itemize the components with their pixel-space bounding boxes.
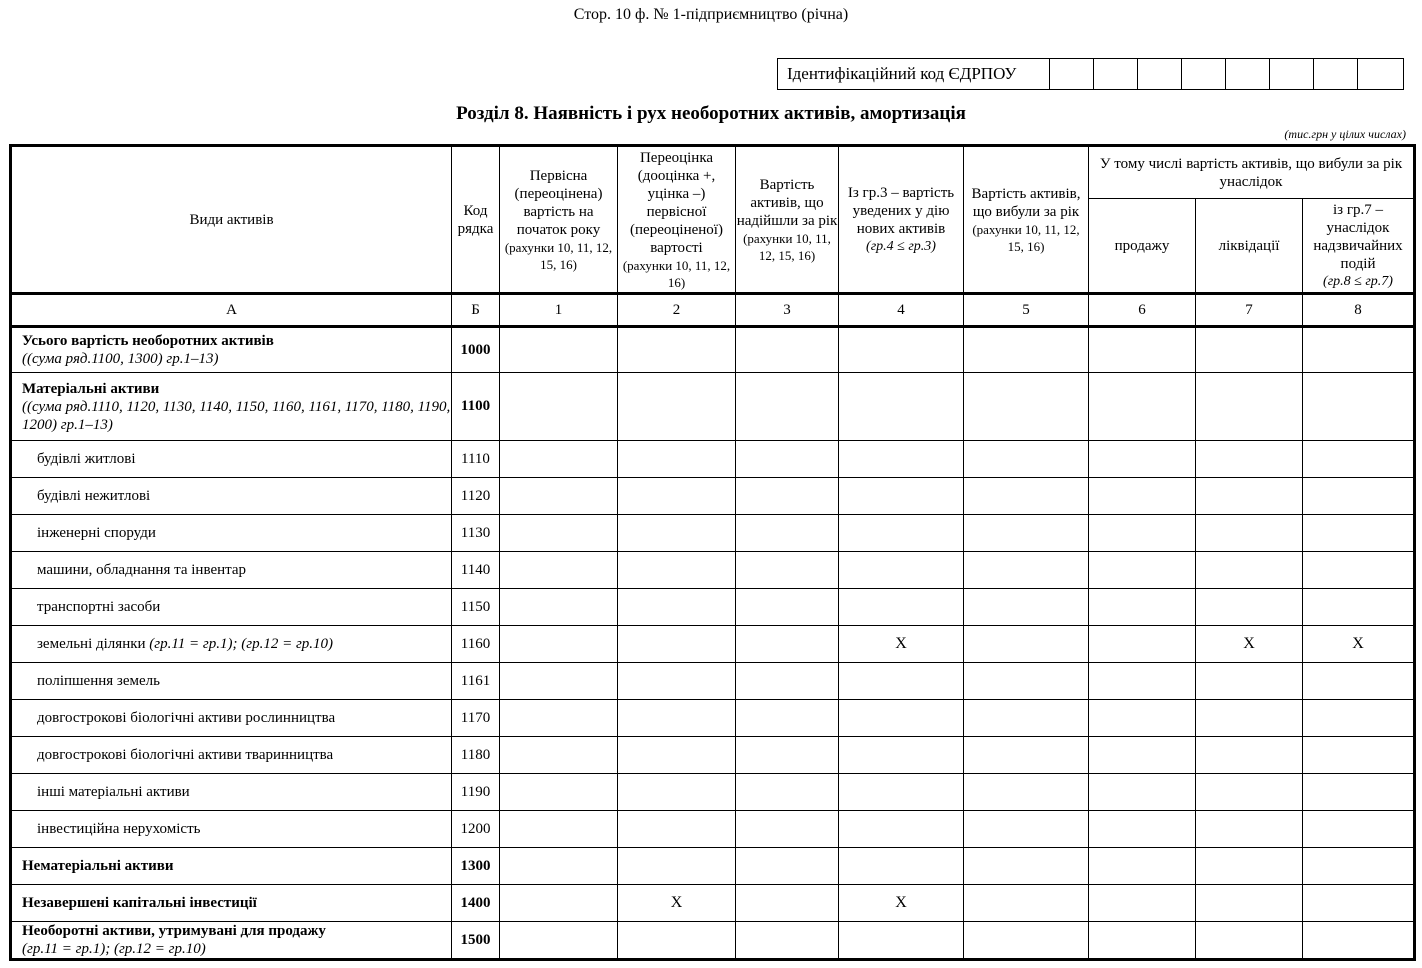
value-cell[interactable] <box>1196 327 1303 373</box>
value-cell[interactable] <box>618 373 736 441</box>
row-label: інші матеріальні активи <box>37 784 190 800</box>
not-applicable-cell: X <box>1303 626 1415 663</box>
column-letter: Б <box>452 294 500 327</box>
row-code: 1170 <box>452 700 500 737</box>
value-cell[interactable] <box>964 327 1089 373</box>
row-code: 1100 <box>452 373 500 441</box>
row-label: Матеріальні активи <box>22 380 160 397</box>
value-cell[interactable] <box>736 922 839 960</box>
table-row <box>11 373 1415 441</box>
value-cell[interactable] <box>500 663 618 700</box>
row-label: інвестиційна нерухомість <box>37 821 201 837</box>
not-applicable-cell: X <box>839 885 964 922</box>
row-name <box>11 737 452 774</box>
table-row <box>11 515 1415 552</box>
value-cell[interactable] <box>1303 922 1415 960</box>
row-label: Необоротні активи, утримувані для продажу <box>22 923 326 939</box>
value-cell[interactable] <box>964 478 1089 515</box>
value-cell[interactable] <box>1196 737 1303 774</box>
value-cell[interactable] <box>1303 373 1415 441</box>
table-row <box>11 663 1415 700</box>
table-row <box>11 885 1415 922</box>
units-note: (тис.грн у цілих числах) <box>1284 127 1406 141</box>
table-row <box>11 626 1415 663</box>
edrpou-digit[interactable] <box>1358 59 1403 89</box>
row-name <box>11 774 452 811</box>
row-note: ((сума ряд.1100, 1300) гр.1–13) <box>22 351 219 367</box>
row-code: 1140 <box>452 552 500 589</box>
value-cell[interactable] <box>618 478 736 515</box>
value-cell[interactable] <box>736 774 839 811</box>
value-cell[interactable] <box>839 922 964 960</box>
row-code: 1130 <box>452 515 500 552</box>
row-label: інженерні споруди <box>37 525 156 541</box>
value-cell[interactable] <box>618 811 736 848</box>
value-cell[interactable] <box>500 327 618 373</box>
row-code: 1400 <box>452 885 500 922</box>
value-cell[interactable] <box>1303 327 1415 373</box>
column-letter: А <box>11 294 452 327</box>
value-cell[interactable] <box>618 552 736 589</box>
header-row-code: Код рядка <box>452 146 500 294</box>
value-cell[interactable] <box>964 441 1089 478</box>
assets-table <box>9 144 1416 961</box>
column-letter: 4 <box>839 294 964 327</box>
value-cell[interactable] <box>1089 737 1196 774</box>
value-cell[interactable] <box>618 589 736 626</box>
row-label: машини, обладнання та інвентар <box>37 562 247 578</box>
column-letter: 6 <box>1089 294 1196 327</box>
row-code: 1161 <box>452 663 500 700</box>
not-applicable-cell: X <box>618 885 736 922</box>
value-cell[interactable] <box>500 441 618 478</box>
not-applicable-cell: X <box>1196 626 1303 663</box>
value-cell[interactable] <box>500 515 618 552</box>
value-cell[interactable] <box>736 848 839 885</box>
value-cell[interactable] <box>1089 552 1196 589</box>
value-cell[interactable] <box>1196 922 1303 960</box>
column-letter: 2 <box>618 294 736 327</box>
value-cell[interactable] <box>736 515 839 552</box>
value-cell[interactable] <box>1196 552 1303 589</box>
value-cell[interactable] <box>1303 663 1415 700</box>
row-code: 1110 <box>452 441 500 478</box>
value-cell[interactable] <box>839 552 964 589</box>
value-cell[interactable] <box>1196 700 1303 737</box>
value-cell[interactable] <box>1089 848 1196 885</box>
row-name <box>11 589 452 626</box>
value-cell[interactable] <box>500 885 618 922</box>
value-cell[interactable] <box>736 885 839 922</box>
value-cell[interactable] <box>1089 478 1196 515</box>
value-cell[interactable] <box>964 737 1089 774</box>
row-note: (гр.11 = гр.1); (гр.12 = гр.10) <box>149 636 334 652</box>
value-cell[interactable] <box>736 478 839 515</box>
column-letters-row <box>11 294 1415 327</box>
value-cell[interactable] <box>736 737 839 774</box>
table-row <box>11 441 1415 478</box>
value-cell[interactable] <box>839 774 964 811</box>
value-cell[interactable] <box>1089 885 1196 922</box>
value-cell[interactable] <box>964 774 1089 811</box>
table-row <box>11 700 1415 737</box>
value-cell[interactable] <box>839 811 964 848</box>
value-cell[interactable] <box>1196 848 1303 885</box>
row-name <box>11 441 452 478</box>
row-note: (гр.11 = гр.1); (гр.12 = гр.10) <box>22 941 206 957</box>
value-cell[interactable] <box>839 663 964 700</box>
value-cell[interactable] <box>1089 626 1196 663</box>
value-cell[interactable] <box>964 626 1089 663</box>
value-cell[interactable] <box>1089 663 1196 700</box>
value-cell[interactable] <box>839 327 964 373</box>
value-cell[interactable] <box>1303 478 1415 515</box>
value-cell[interactable] <box>1303 552 1415 589</box>
header-group-6-8: У тому числі вартість активів, що вибули за рік унаслідок <box>1089 146 1415 199</box>
row-name <box>11 848 452 885</box>
column-letter: 8 <box>1303 294 1415 327</box>
column-letter: 3 <box>736 294 839 327</box>
value-cell[interactable] <box>964 589 1089 626</box>
value-cell[interactable] <box>964 885 1089 922</box>
header-col-4: Із гр.3 – вартість уведених у дію нових активів (гр.4 ≤ гр.3) <box>839 146 964 294</box>
value-cell[interactable] <box>500 373 618 441</box>
value-cell[interactable] <box>1196 478 1303 515</box>
header-col-8: із гр.7 – унаслідок надзвичайних подій (гр.8 ≤ гр.7) <box>1303 199 1415 294</box>
table-row <box>11 478 1415 515</box>
value-cell[interactable] <box>618 737 736 774</box>
value-cell[interactable] <box>1303 811 1415 848</box>
value-cell[interactable] <box>964 848 1089 885</box>
value-cell[interactable] <box>1196 589 1303 626</box>
row-code: 1200 <box>452 811 500 848</box>
value-cell[interactable] <box>1196 885 1303 922</box>
header-asset-types: Види активів <box>11 146 452 294</box>
section-title: Розділ 8. Наявність і рух необоротних активів, амортизація <box>456 103 966 124</box>
value-cell[interactable] <box>964 922 1089 960</box>
table-row <box>11 327 1415 373</box>
value-cell[interactable] <box>736 441 839 478</box>
value-cell[interactable] <box>964 700 1089 737</box>
row-name <box>11 700 452 737</box>
column-letter: 5 <box>964 294 1089 327</box>
value-cell[interactable] <box>736 811 839 848</box>
edrpou-digit[interactable] <box>1094 59 1138 89</box>
value-cell[interactable] <box>618 626 736 663</box>
row-code: 1180 <box>452 737 500 774</box>
value-cell[interactable] <box>500 811 618 848</box>
row-name <box>11 885 452 922</box>
value-cell[interactable] <box>1089 811 1196 848</box>
value-cell[interactable] <box>1303 589 1415 626</box>
table-row <box>11 774 1415 811</box>
edrpou-digit[interactable] <box>1270 59 1314 89</box>
value-cell[interactable] <box>1303 848 1415 885</box>
table-row <box>11 922 1415 960</box>
row-label: транспортні засоби <box>37 599 161 615</box>
value-cell[interactable] <box>1089 589 1196 626</box>
row-code: 1190 <box>452 774 500 811</box>
table-row <box>11 811 1415 848</box>
value-cell[interactable] <box>618 848 736 885</box>
value-cell[interactable] <box>500 589 618 626</box>
row-name <box>11 515 452 552</box>
header-col-3: Вартість активів, що надійшли за рік (рахунки 10, 11, 12, 15, 16) <box>736 146 839 294</box>
value-cell[interactable] <box>964 515 1089 552</box>
row-label: довгострокові біологічні активи тваринництва <box>37 747 334 763</box>
value-cell[interactable] <box>839 700 964 737</box>
row-label: Нематеріальні активи <box>22 858 174 874</box>
value-cell[interactable] <box>500 552 618 589</box>
value-cell[interactable] <box>1089 515 1196 552</box>
row-name <box>11 552 452 589</box>
row-code: 1150 <box>452 589 500 626</box>
value-cell[interactable] <box>1089 327 1196 373</box>
row-label: будівлі житлові <box>37 451 136 467</box>
not-applicable-cell: X <box>839 626 964 663</box>
value-cell[interactable] <box>839 478 964 515</box>
value-cell[interactable] <box>736 327 839 373</box>
edrpou-label: Ідентифікаційний код ЄДРПОУ <box>778 59 1050 89</box>
value-cell[interactable] <box>736 552 839 589</box>
value-cell[interactable] <box>1196 441 1303 478</box>
row-name <box>11 626 452 663</box>
value-cell[interactable] <box>1303 774 1415 811</box>
row-label: будівлі нежитлові <box>37 488 151 504</box>
value-cell[interactable] <box>839 737 964 774</box>
row-code: 1120 <box>452 478 500 515</box>
value-cell[interactable] <box>736 589 839 626</box>
edrpou-digit[interactable] <box>1050 59 1094 89</box>
value-cell[interactable] <box>964 811 1089 848</box>
value-cell[interactable] <box>964 552 1089 589</box>
value-cell[interactable] <box>618 922 736 960</box>
value-cell[interactable] <box>1089 441 1196 478</box>
header-col-7: ліквідації <box>1196 199 1303 294</box>
header-col-2: Переоцінка (дооцінка +, уцінка –) первісної (переоціненої) вартості (рахунки 10, 11, 12, 16) <box>618 146 736 294</box>
value-cell[interactable] <box>500 737 618 774</box>
row-code: 1160 <box>452 626 500 663</box>
value-cell[interactable] <box>736 663 839 700</box>
column-letter: 7 <box>1196 294 1303 327</box>
edrpou-digit[interactable] <box>1138 59 1182 89</box>
edrpou-box <box>777 58 1404 90</box>
value-cell[interactable] <box>839 515 964 552</box>
edrpou-digit[interactable] <box>1182 59 1226 89</box>
row-label: поліпшення земель <box>37 673 160 689</box>
column-letter: 1 <box>500 294 618 327</box>
value-cell[interactable] <box>839 441 964 478</box>
row-label: земельні ділянки <box>37 636 150 652</box>
value-cell[interactable] <box>736 700 839 737</box>
table-row <box>11 589 1415 626</box>
page-header: Стор. 10 ф. № 1-підприємництво (річна) <box>573 6 849 23</box>
row-code: 1500 <box>452 922 500 960</box>
value-cell[interactable] <box>618 327 736 373</box>
value-cell[interactable] <box>1303 737 1415 774</box>
row-label: Незавершені капітальні інвестиції <box>22 895 257 911</box>
row-name <box>11 922 452 960</box>
row-label: довгострокові біологічні активи рослинництва <box>37 710 336 726</box>
value-cell[interactable] <box>964 373 1089 441</box>
value-cell[interactable] <box>500 922 618 960</box>
value-cell[interactable] <box>839 373 964 441</box>
value-cell[interactable] <box>618 700 736 737</box>
header-col-6: продажу <box>1089 199 1196 294</box>
header-col-1: Первісна (переоцінена) вартість на початок року (рахунки 10, 11, 12, 15, 16) <box>500 146 618 294</box>
value-cell[interactable] <box>964 663 1089 700</box>
value-cell[interactable] <box>1303 885 1415 922</box>
value-cell[interactable] <box>1196 515 1303 552</box>
value-cell[interactable] <box>1303 441 1415 478</box>
value-cell[interactable] <box>1089 774 1196 811</box>
row-label: Усього вартість необоротних активів <box>22 333 274 349</box>
value-cell[interactable] <box>500 700 618 737</box>
value-cell[interactable] <box>1196 774 1303 811</box>
value-cell[interactable] <box>1089 700 1196 737</box>
table-row <box>11 737 1415 774</box>
value-cell[interactable] <box>1196 663 1303 700</box>
value-cell[interactable] <box>1303 700 1415 737</box>
row-name <box>11 478 452 515</box>
header-col-5: Вартість активів, що вибули за рік (рахунки 10, 11, 12, 15, 16) <box>964 146 1089 294</box>
value-cell[interactable] <box>618 774 736 811</box>
value-cell[interactable] <box>1089 373 1196 441</box>
value-cell[interactable] <box>500 626 618 663</box>
value-cell[interactable] <box>618 441 736 478</box>
value-cell[interactable] <box>500 848 618 885</box>
row-name <box>11 327 452 373</box>
row-note: ((сума ряд.1110, 1120, 1130, 1140, 1150, 1160, 1161, 1170, 1180, 1190, 1200) гр.1–13) <box>22 398 451 433</box>
table-row <box>11 552 1415 589</box>
value-cell[interactable] <box>736 373 839 441</box>
value-cell[interactable] <box>839 589 964 626</box>
value-cell[interactable] <box>500 774 618 811</box>
value-cell[interactable] <box>618 515 736 552</box>
table-row <box>11 848 1415 885</box>
row-code: 1000 <box>452 327 500 373</box>
value-cell[interactable] <box>1196 373 1303 441</box>
value-cell[interactable] <box>500 478 618 515</box>
value-cell[interactable] <box>736 626 839 663</box>
value-cell[interactable] <box>1303 515 1415 552</box>
row-name <box>11 811 452 848</box>
value-cell[interactable] <box>1089 922 1196 960</box>
edrpou-digit[interactable] <box>1226 59 1270 89</box>
row-name <box>11 373 452 441</box>
value-cell[interactable] <box>839 848 964 885</box>
value-cell[interactable] <box>618 663 736 700</box>
value-cell[interactable] <box>1196 811 1303 848</box>
edrpou-digit[interactable] <box>1314 59 1358 89</box>
row-code: 1300 <box>452 848 500 885</box>
row-name <box>11 663 452 700</box>
